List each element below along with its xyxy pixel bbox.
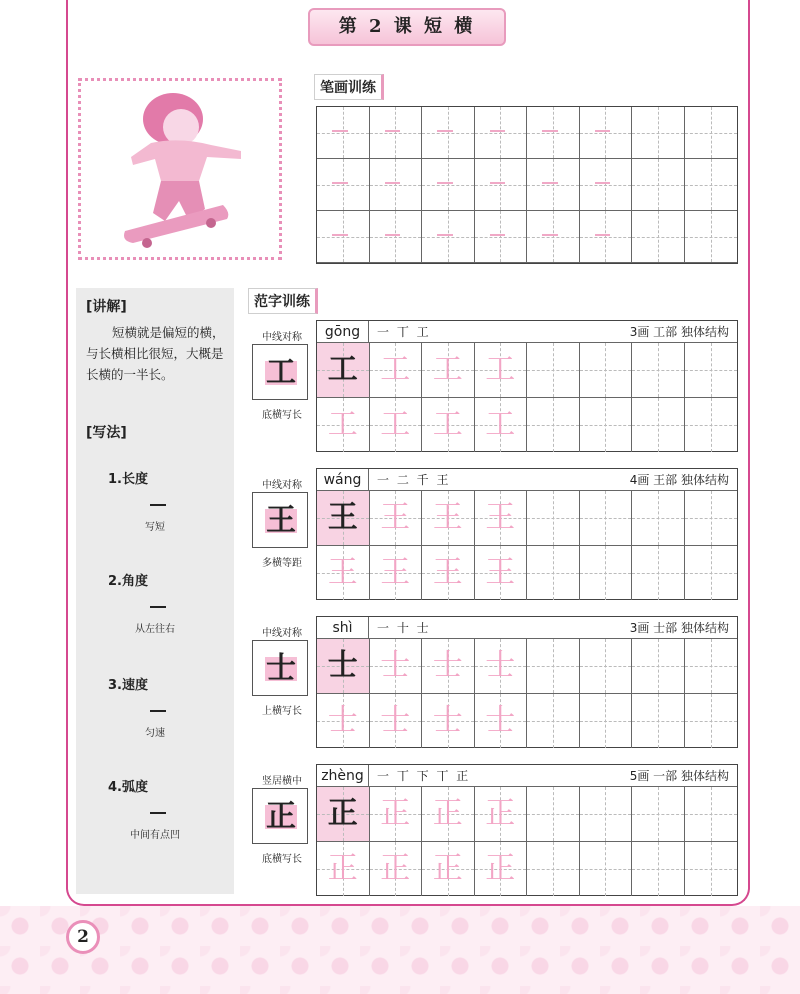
stroke-practice-grid[interactable] — [316, 106, 738, 264]
writing-grid[interactable]: shì 一 十 士 3画 士部 独体结构 士 士 士 士 士 士 士 士 — [316, 616, 738, 748]
stroke-order: 一 丅 工 — [377, 325, 431, 339]
explanation-sidebar: [讲解] 短横就是偏短的横，与长横相比很短，大概是长横的一半长。 [写法] 1.长度 写短 2.角度 从左往右 3.速度 匀速 4.弧度 中间有点凹 — [76, 288, 234, 894]
stroke-training-label: 笔画训练 — [314, 74, 384, 100]
angle-stroke-icon — [150, 606, 166, 608]
writing-grid[interactable]: gōng 一 丅 工 3画 工部 独体结构 工 工 工 工 工 工 工 工 — [316, 320, 738, 452]
character-info: 3画 士部 独体结构 — [629, 621, 729, 635]
stroke-order: 一 十 士 — [377, 621, 431, 635]
sample-training-label: 范字训练 — [248, 288, 318, 314]
explain-text: 短横就是偏短的横，与长横相比很短，大概是长横的一半长。 — [86, 325, 225, 382]
stroke-order: 一 丅 下 丅 正 — [377, 769, 471, 783]
character-block-wang: 中线对称 王 多横等距 wáng 一 二 千 王 4画 王部 独体结构 王 王 王 王 王 王 王 王 — [252, 468, 738, 600]
lesson-title: 第 2 课 短 横 — [308, 8, 506, 46]
writing-grid[interactable]: zhèng 一 丅 下 丅 正 5画 一部 独体结构 正 正 正 正 正 正 正 正 — [316, 764, 738, 896]
pinyin: zhèng — [317, 765, 369, 787]
character-model-box: 工 — [252, 344, 308, 400]
character-model-box: 王 — [252, 492, 308, 548]
explain-heading: [讲解] — [86, 299, 127, 315]
pinyin: gōng — [317, 321, 369, 343]
page-number: 2 — [66, 920, 100, 954]
character-block-shi: 中线对称 士 上横写长 shì 一 十 士 3画 士部 独体结构 士 士 士 士 士 士 士 士 — [252, 616, 738, 748]
lace-border-footer — [0, 906, 800, 994]
speed-stroke-icon — [150, 710, 166, 712]
character-model-box: 士 — [252, 640, 308, 696]
writing-grid[interactable]: wáng 一 二 千 王 4画 王部 独体结构 王 王 王 王 王 王 王 王 — [316, 468, 738, 600]
pinyin: wáng — [317, 469, 369, 491]
character-block-zheng: 竖居横中 正 底横写长 zhèng 一 丅 下 丅 正 5画 一部 独体结构 正 正 正 正 正 正 正 正 — [252, 764, 738, 896]
pinyin: shì — [317, 617, 369, 639]
short-stroke-icon — [150, 504, 166, 506]
character-info: 4画 王部 独体结构 — [629, 473, 729, 487]
curve-stroke-icon — [150, 812, 166, 814]
method-heading: [写法] — [86, 425, 127, 441]
skateboard-kid-illustration — [78, 78, 282, 260]
character-info: 3画 工部 独体结构 — [629, 325, 729, 339]
stroke-order: 一 二 千 王 — [377, 473, 451, 487]
character-model-box: 正 — [252, 788, 308, 844]
character-info: 5画 一部 独体结构 — [629, 769, 729, 783]
character-block-gong: 中线对称 工 底横写长 gōng 一 丅 工 3画 工部 独体结构 工 工 工 工 工 工 工 工 — [252, 320, 738, 452]
